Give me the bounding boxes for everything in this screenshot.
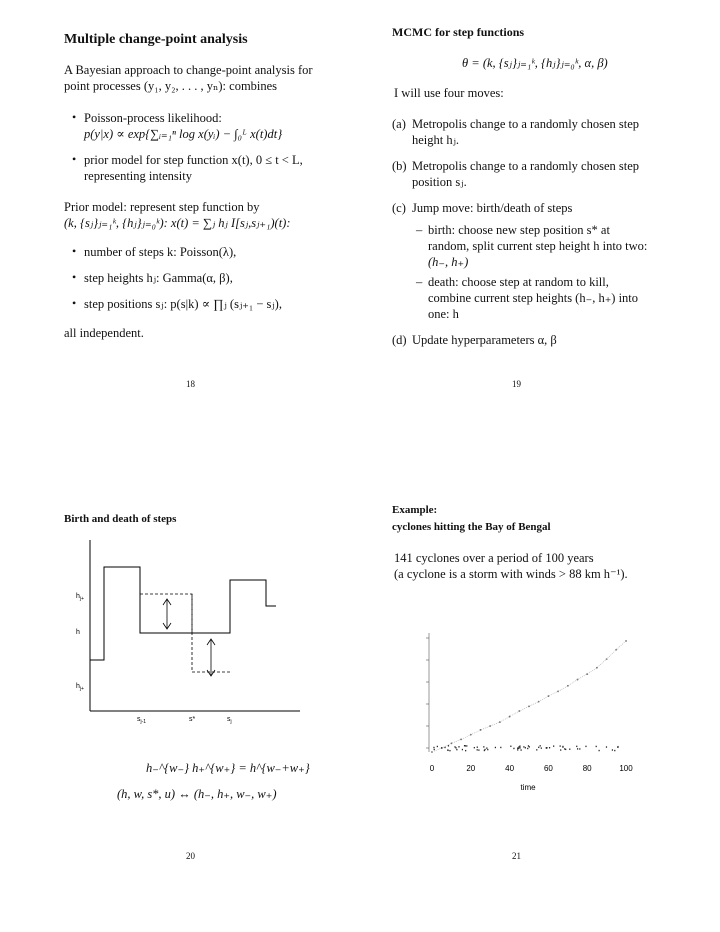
event-mark — [546, 747, 547, 748]
x-tick-label: 20 — [466, 764, 476, 773]
event-mark — [462, 749, 463, 750]
event-mark — [549, 747, 550, 748]
x-tick-label: 40 — [505, 764, 515, 773]
list-item: Poisson-process likelihood: — [84, 111, 222, 125]
page-title: MCMC for step functions — [392, 25, 525, 39]
event-mark — [536, 749, 537, 750]
list-item: step heights hⱼ: Gamma(α, β), — [84, 271, 233, 285]
body-text: I will use four moves: — [394, 86, 504, 100]
event-mark — [599, 750, 600, 751]
event-mark — [510, 746, 511, 747]
chart-marks — [431, 640, 627, 753]
label-s-star: s* — [189, 716, 196, 723]
bullet-icon: • — [72, 270, 77, 284]
list-label: (d) — [392, 333, 407, 347]
body-text: 141 cyclones over a period of 100 years — [394, 551, 594, 565]
event-mark — [565, 749, 566, 750]
event-mark — [562, 746, 563, 747]
label-h-minus: $h_{j+}$ — [76, 683, 84, 692]
bullet-icon: • — [72, 110, 77, 124]
formula: h₋^{w₋} h₊^{w₊} = h^{w₋+w₊} — [146, 761, 310, 775]
chart-ticks — [430, 764, 633, 773]
x-tick-label: 80 — [582, 764, 592, 773]
event-mark — [444, 747, 445, 748]
sub-list-item: death: choose step at random to kill, — [428, 275, 609, 289]
event-mark — [486, 747, 487, 748]
list-item: representing intensity — [84, 169, 192, 183]
bullet-icon: • — [72, 296, 77, 310]
series-line — [432, 641, 626, 752]
x-axis-label: time — [520, 783, 536, 792]
event-mark — [500, 747, 501, 748]
sub-list-item: combine current step heights (h₋, h₊) into — [428, 291, 639, 305]
event-mark — [433, 747, 434, 748]
formula: p(y|x) ∝ exp{∑ᵢ₌₁ⁿ log x(yᵢ) − ∫₀ᴸ x(t)dt} — [84, 127, 283, 141]
event-mark — [519, 745, 520, 746]
event-mark — [540, 745, 541, 746]
page-number: 21 — [512, 851, 521, 861]
body-text: (a cyclone is a storm with winds > 88 km h⁻¹). — [394, 567, 628, 581]
event-mark — [614, 750, 615, 751]
event-mark — [579, 748, 580, 749]
page-title: Birth and death of steps — [64, 513, 177, 525]
event-mark — [585, 746, 586, 747]
event-mark — [477, 749, 478, 750]
formula: (h, w, s*, u) ↔ (h₋, h₊, w₋, w₊) — [117, 787, 277, 801]
event-mark — [612, 749, 613, 750]
formula: θ = (k, {sⱼ}ⱼ₌₁ᵏ, {hⱼ}ⱼ₌₀ᵏ, α, β) — [462, 56, 608, 70]
event-mark — [541, 747, 542, 748]
event-mark — [521, 749, 522, 750]
list-item: Update hyperparameters α, β — [412, 333, 557, 347]
event-mark — [477, 746, 478, 747]
event-mark — [617, 747, 618, 748]
list-item: position sⱼ. — [412, 175, 467, 189]
bullet-icon: • — [72, 244, 77, 258]
x-tick-label: 100 — [619, 764, 633, 773]
label-s-j-1: $s_{j-1}$ — [137, 716, 147, 725]
list-label: (a) — [392, 117, 406, 131]
intro-text: point processes (y₁, y₂, . . . , yₙ): combines — [64, 79, 278, 93]
event-mark — [513, 748, 514, 749]
event-mark — [523, 746, 524, 747]
event-mark — [465, 750, 466, 751]
event-mark — [606, 746, 607, 747]
event-mark — [466, 745, 467, 746]
body-text: all independent. — [64, 326, 144, 340]
dash-icon: – — [416, 223, 423, 237]
event-mark — [517, 747, 518, 748]
sub-list-item: random, split current step height h into two: — [428, 239, 648, 253]
list-item: height hⱼ. — [412, 133, 460, 147]
event-mark — [525, 747, 526, 748]
event-mark — [478, 749, 479, 750]
page-title: Example: — [392, 504, 438, 516]
event-mark — [527, 748, 528, 749]
formula: (k, {sⱼ}ⱼ₌₁ᵏ, {hⱼ}ⱼ₌₀ᵏ): x(t) = ∑ⱼ hⱼ I[sⱼ,sⱼ₊₁)(t): — [64, 216, 291, 230]
event-mark — [448, 745, 449, 746]
x-tick-label: 60 — [543, 764, 553, 773]
event-mark — [437, 746, 438, 747]
event-mark — [577, 748, 578, 749]
page-title: Multiple change-point analysis — [64, 32, 248, 47]
event-mark — [458, 746, 459, 747]
x-tick-label: 0 — [429, 764, 435, 773]
intro-text: A Bayesian approach to change-point analysis for — [64, 63, 313, 77]
page-number: 18 — [186, 379, 195, 389]
event-mark — [560, 745, 561, 746]
event-mark — [517, 749, 518, 750]
event-mark — [528, 745, 529, 746]
sub-list-item: (h₋, h₊) — [428, 255, 469, 269]
list-item: Jump move: birth/death of steps — [412, 201, 573, 215]
event-mark — [576, 746, 577, 747]
event-mark — [474, 747, 475, 748]
event-mark — [464, 745, 465, 746]
sub-list-item: one: h — [428, 307, 459, 321]
label-h-plus: $h_{j+}$ — [76, 593, 84, 602]
page-subtitle: cyclones hitting the Bay of Bengal — [392, 521, 551, 533]
list-label: (c) — [392, 201, 406, 215]
label-s-j: $s_j$ — [227, 716, 232, 725]
event-mark — [569, 748, 570, 749]
list-item: Metropolis change to a randomly chosen step — [412, 159, 640, 173]
event-mark — [553, 745, 554, 746]
event-mark — [560, 749, 561, 750]
list-item: prior model for step function x(t), 0 ≤ t < L, — [84, 153, 303, 167]
event-mark — [519, 747, 520, 748]
event-mark — [596, 746, 597, 747]
list-item: Metropolis change to a randomly chosen step — [412, 117, 640, 131]
chart-frame — [426, 633, 429, 752]
body-text: Prior model: represent step function by — [64, 200, 260, 214]
page-number: 20 — [186, 851, 195, 861]
event-mark — [484, 750, 485, 751]
list-item: step positions sⱼ: p(s|k) ∝ ∏ⱼ (sⱼ₊₁ − sⱼ), — [84, 297, 282, 311]
page-number: 19 — [512, 379, 521, 389]
list-label: (b) — [392, 159, 407, 173]
sub-list-item: birth: choose new step position s* at — [428, 223, 610, 237]
event-mark — [455, 747, 456, 748]
event-mark — [538, 747, 539, 748]
event-mark — [449, 750, 450, 751]
dash-icon: – — [416, 275, 423, 289]
event-mark — [483, 746, 484, 747]
label-h: h — [76, 629, 80, 636]
bullet-icon: • — [72, 152, 77, 166]
list-item: number of steps k: Poisson(λ), — [84, 245, 237, 259]
event-mark — [487, 749, 488, 750]
event-mark — [441, 747, 442, 748]
event-mark — [447, 750, 448, 751]
event-mark — [456, 749, 457, 750]
event-mark — [434, 749, 435, 750]
event-mark — [495, 747, 496, 748]
event-mark — [454, 746, 455, 747]
